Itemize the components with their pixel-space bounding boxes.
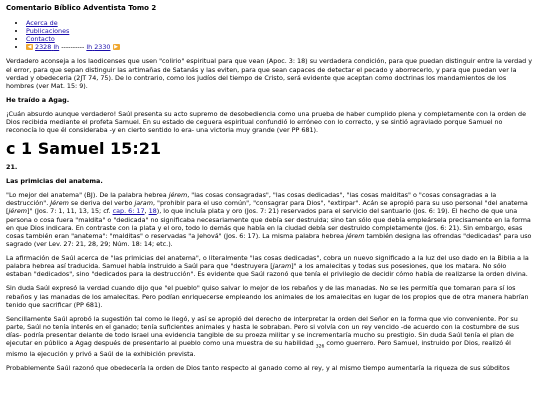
intro-paragraph: Verdadero aconseja a los laodicenses que usen "colirio" espiritual para que vean (Apoc. 3: 18) su verdadera condición, para que puedan distinguir entre la verdad y el error, para que sepan distinguir las artimañas de Satanás y las eviten, para que sean capaces de detectar el pecado y aborrecerlo, y para que puedan ver la verdad y obedecerla (2JT 74, 75). De lo contrario, como los judíos del tiempo de Cristo, será evidente que aceptan como doctrinas los mandamientos de los hombres (ver Mat. 15: 9). bbox=[6, 57, 532, 90]
nav-separator: ---------- bbox=[61, 43, 85, 52]
paragraph-anatema: "Lo mejor del anatema" (BJ). De la palabra hebrea jérem, "las cosas consagradas", "las cosas dedicadas", "las cosas malditas" o "cosas consagradas a la destrucción". Jérem se deriva del verbo jaram, "prohibir para el uso común", "consagrar para Dios", "extirpar". Acán se apropió para su uso personal "del anatema [jérem]" (Jos. 7: 1, 11, 13, 15; cf. cap. 6: 17, 18), lo que incluía plata y oro (Jos. 7: 21) reservados para el servicio del santuario (Jos. 6: 19). El hecho de que una persona o cosa fuera "maldita" o "dedicada" no significaba necesariamente que debía ser destruida; sino tan sólo que debía empleársela precisamente en la forma en que Dios indicara. En contraste con la plata y el oro, todo lo demás que había en la ciudad debía ser destruido completamente (Jos. 6: 21). Sin embargo, esas cosas también eran "anatema": "malditas" o reservadas "a Jehová" (Jos. 6: 17). La misma palabra hebrea jérem también designa las ofrendas "dedicadas" para uso sagrado (ver Lev. 27: 21, 28, 29; Núm. 18: 14; etc.). bbox=[6, 191, 532, 248]
nav-item-publications bbox=[26, 27, 534, 35]
next-arrow-icon[interactable]: ▶ bbox=[114, 44, 118, 51]
verse-number: 21. bbox=[6, 162, 18, 171]
subheading-agag: He traído a Agag. bbox=[6, 95, 70, 104]
page-navigation bbox=[26, 43, 534, 51]
page-number-marker: 326 bbox=[315, 344, 325, 350]
contact-link[interactable]: Contacto bbox=[26, 35, 55, 44]
paragraph-afirmacion: La afirmación de Saúl acerca de "las primicias del anatema", o literalmente "las cosas dedicadas", cobra un nuevo significado a la luz del uso dado en la Biblia a la palabra hebrea así traducida. Samuel había instruido a Saúl para que "destruyera [jaram]" a los amalecitas y todas sus posesiones, que los matara. No sólo estaban "dedicados", sino "dedicados para la destrucción". Es evidente que Saúl razonó que tenía el privilegio de decidir cómo había de realizarse la orden divina. bbox=[6, 254, 529, 279]
prev-arrow-icon[interactable]: ◀ bbox=[27, 44, 32, 51]
prev-page-link[interactable]: 2328 lh bbox=[35, 43, 60, 52]
publications-link[interactable]: Publicaciones bbox=[26, 27, 70, 35]
nav-item-about bbox=[26, 19, 534, 27]
paragraph-saul: ¡Cuán absurdo aunque verdadero! Saúl presenta su acto supremo de desobediencia como una prueba de haber cumplido plena y completamente con la orden de Dios recibida mediante el profeta Samuel. En su estado de ceguera espiritual confundió lo erróneo con lo correcto, y se sintió agraviado porque Samuel no reconocía lo que él consideraba -y en cierto sentido lo era- una victoria muy grande (ver PP 681). bbox=[6, 110, 527, 135]
subheading-primicias: Las primicias del anatema. bbox=[6, 177, 103, 186]
next-page-link[interactable]: lh 2330 bbox=[86, 43, 111, 52]
paragraph-pueblo: Sin duda Saúl expresó la verdad cuando dijo que "el pueblo" quiso salvar lo mejor de los rebaños y de las manadas. No se les permitía que tomaran para sí los rebaños y las manadas de los amalecitas. Pero podían enriquecerse empleando los animales de los amalecitas en lugar de los propios que de otra manera habrían tenido que sacrificar (PP 681). bbox=[6, 284, 529, 309]
chapter-heading: c 1 Samuel 15:21 bbox=[6, 139, 161, 159]
nav-list bbox=[6, 19, 534, 52]
reference-link-18[interactable]: 18 bbox=[148, 207, 157, 216]
paragraph-probablemente: Probablemente Saúl razonó que obedecería la orden de Dios tanto respecto al ganado como al rey, y al mismo tiempo aumentaría la riqueza de sus súbditos bbox=[6, 364, 510, 373]
about-link[interactable]: Acerca de bbox=[26, 18, 58, 27]
reference-link-cap6-17[interactable]: cap. 6: 17 bbox=[112, 207, 145, 216]
doc-title: Comentario Bíblico Adventista Tomo 2 bbox=[6, 4, 157, 12]
paragraph-sugestion: Sencillamente Saúl aprobó la sugestión tal como le llegó, y así se apropió del derecho de interpretar la orden del Señor en la forma que vio conveniente. Por su parte, Saúl no tenía interés en el ganado; tenía suficientes animales y hasta le sobraban. Pero si volvía con un rey vencido -de acuerdo con la costumbre de sus días- podría presentar delante de todo Israel una evidencia tangible de su proeza militar y se incrementaría mucho su prestigio. Sin duda Saúl tenía el plan de ejecutar en público a Agag después de presentarlo al pueblo como una muestra de su habilidad $_{326}$ como guerrero. Pero Samuel, instruido por Dios, realizó él mismo la ejecución y privó a Saúl de la exhibición prevista. bbox=[6, 314, 520, 359]
nav-item-contact bbox=[26, 35, 534, 43]
